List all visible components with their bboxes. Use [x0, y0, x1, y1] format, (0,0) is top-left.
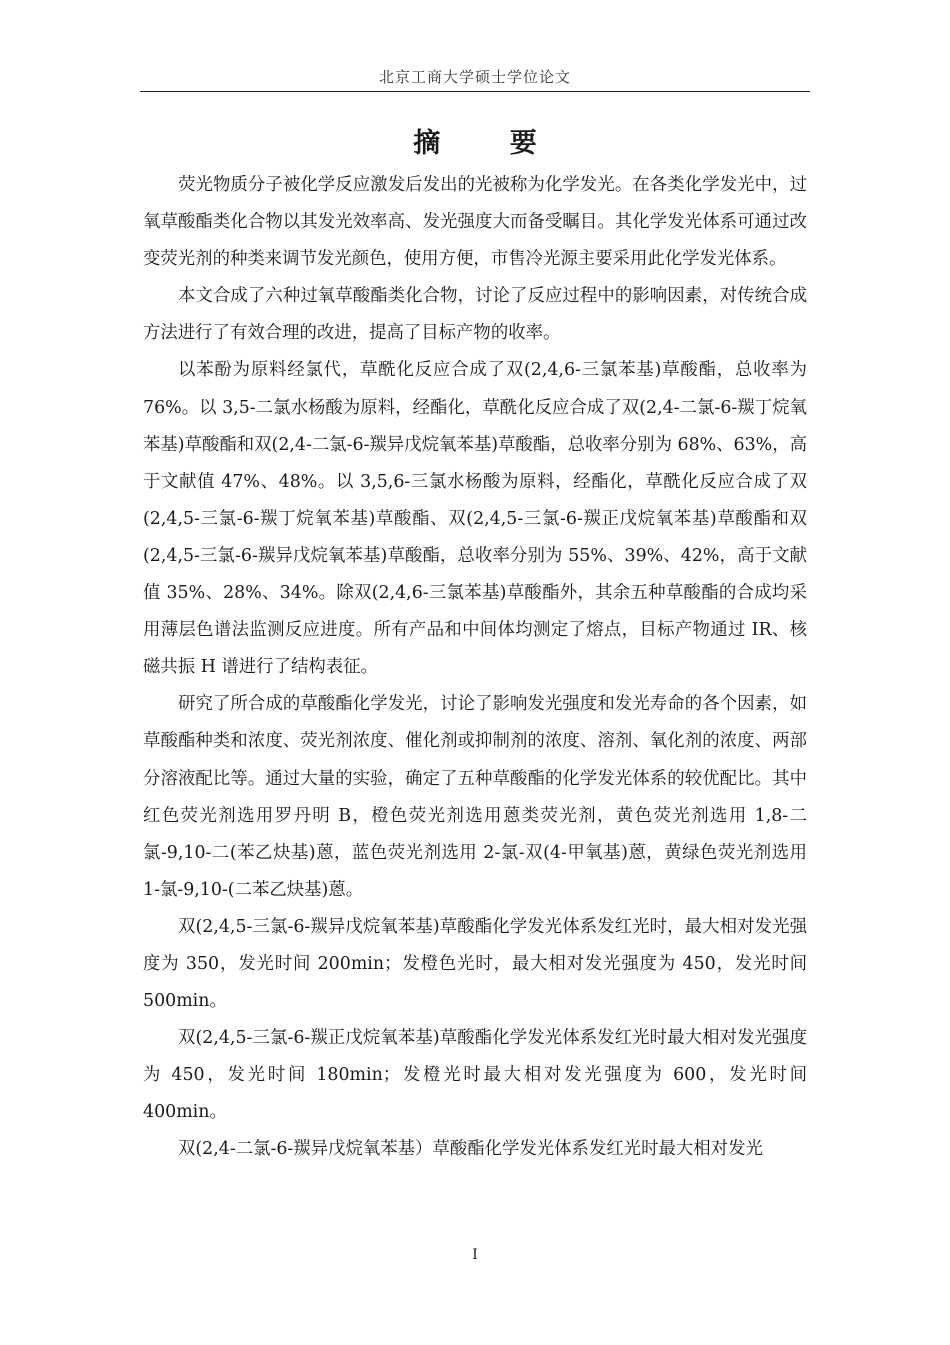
paragraph-7: 双(2,4-二氯-6-羰异戊烷氧苯基）草酸酯化学发光体系发红光时最大相对发光 — [178, 1139, 763, 1160]
abstract-body — [143, 167, 807, 1169]
paragraph-3: 以苯酚为原料经氯代，草酰化反应合成了双(2,4,6-三氯苯基)草酸酯，总收率为 76%。以 3,5-二氯水杨酸为原料，经酯化，草酰化反应合成了双(2,4-二氯-6-羰丁烷氧苯基)草酸酯和双(2,4-二氯-6-羰异戊烷氧苯基)草酸酯，总收率分别为 68%、63%，高于文献值 47%、48%。以 3,5,6-三氯水杨酸为原料，经酯化，草酰化反应合成了双(2,4,5-三氯-6-羰丁烷氧苯基)草酸酯、双(2,4,5-三氯-6-羰正戊烷氧苯基)草酸酯和双(2,4,5-三氯-6-羰异戊烷氧苯基)草酸酯，总收率分别为 55%、39%、42%，高于文献值 35%、28%、34%。除双(2,4,6-三氯苯基)草酸酯外，其余五种草酸酯的合成均采用薄层色谱法监测反应进度。所有产品和中间体均测定了熔点，目标产物通过 IR、核磁共振 H 谱进行了结构表征。 — [143, 360, 807, 678]
paragraph-4: 研究了所合成的草酸酯化学发光，讨论了影响发光强度和发光寿命的各个因素，如草酸酯种类和浓度、荧光剂浓度、催化剂或抑制剂的浓度、溶剂、氧化剂的浓度、两部分溶液配比等。通过大量的实验，确定了五种草酸酯的化学发光体系的较优配比。其中红色荧光剂选用罗丹明 B，橙色荧光剂选用蒽类荧光剂，黄色荧光剂选用 1,8-二氯-9,10-二(苯乙炔基)蒽，蓝色荧光剂选用 2-氯-双(4-甲氧基)蒽，黄绿色荧光剂选用 1-氯-9,10-(二苯乙炔基)蒽。 — [143, 694, 807, 900]
paragraph-2: 本文合成了六种过氧草酸酯类化合物，讨论了反应过程中的影响因素，对传统合成方法进行了有效合理的改进，提高了目标产物的收率。 — [143, 286, 807, 344]
page-number: I — [472, 1247, 478, 1263]
paragraph-5: 双(2,4,5-三氯-6-羰异戊烷氧苯基)草酸酯化学发光体系发红光时，最大相对发光强度为 350，发光时间 200min；发橙色光时，最大相对发光强度为 450，发光时间 500min。 — [143, 916, 807, 1012]
header-rule — [140, 91, 810, 92]
abstract-title: 摘 要 — [413, 128, 567, 159]
paragraph-6: 双(2,4,5-三氯-6-羰正戊烷氧苯基)草酸酯化学发光体系发红光时最大相对发光强度为 450，发光时间 180min；发橙光时最大相对发光强度为 600，发光时间 400min。 — [143, 1028, 807, 1123]
running-header: 北京工商大学硕士学位论文 — [378, 68, 571, 86]
paragraph-1: 荧光物质分子被化学反应激发后发出的光被称为化学发光。在各类化学发光中，过氧草酸酯类化合物以其发光效率高、发光强度大而备受瞩目。其化学发光体系可通过改变荧光剂的种类来调节发光颜色，使用方便，市售冷光源主要采用此化学发光体系。 — [143, 175, 807, 270]
